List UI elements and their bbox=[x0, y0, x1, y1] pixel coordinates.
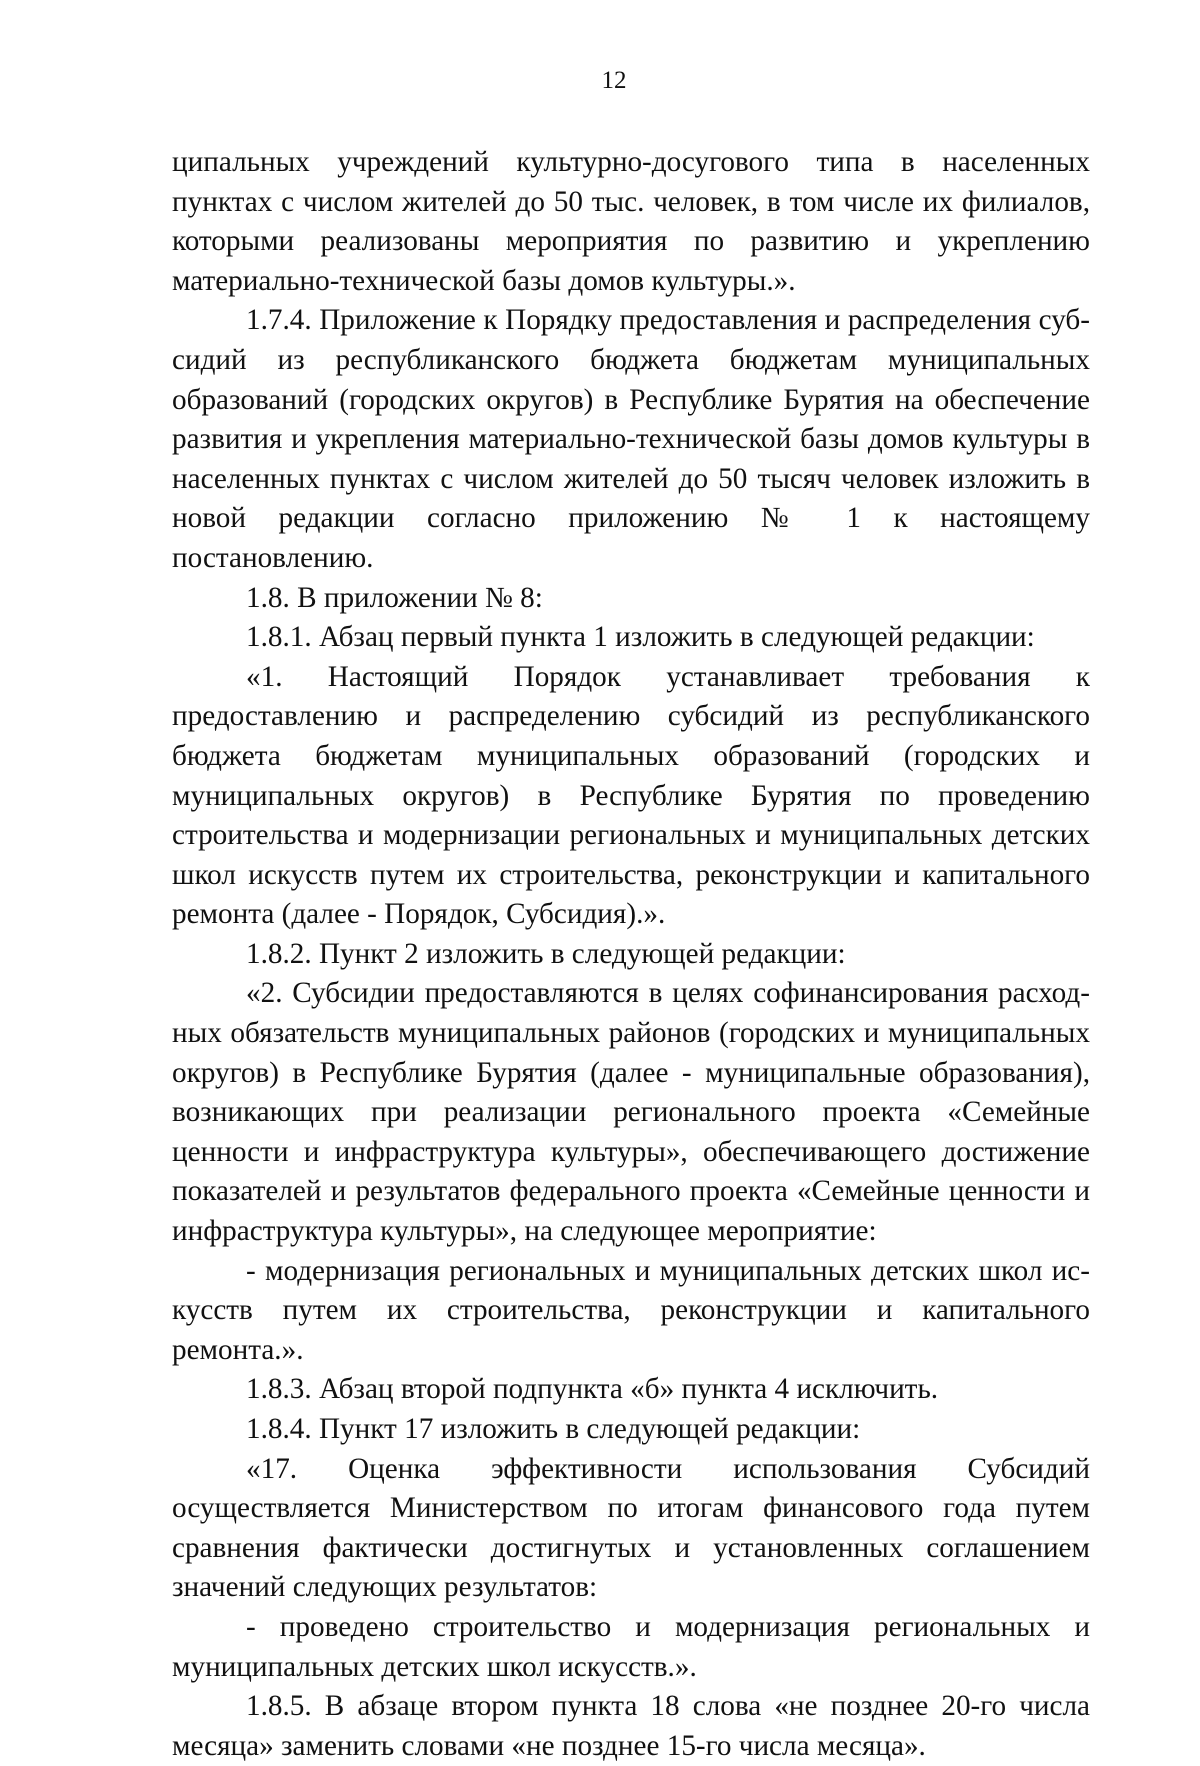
paragraph-1-8-2: 1.8.2. Пункт 2 изложить в следующей редакции: bbox=[246, 937, 846, 970]
document-body bbox=[172, 143, 1090, 1766]
paragraph-1-8-5: 1.8.5. В абзаце втором пункта 18 слова «не позднее 20-го числа месяца» заменить словами «не позднее 15-го числа месяца». bbox=[172, 1690, 1090, 1762]
paragraph-quote-point-17: «17. Оценка эффективности использования Субсидий осуществляется Министерством по итогам финансового года путем сравнения фактически достигнутых и установленных соглашением значений следующих результатов: bbox=[172, 1452, 1090, 1604]
paragraph-1-7-4: 1.7.4. Приложение к Порядку предоставления и распределения субсидий из республиканского бюджета бюджетам муниципальных образований (городских округов) в Республике Бурятия на обеспечение развития и укрепления материально-технической базы домов культуры в населенных пунктах с числом жителей до 50 тысяч человек изложить в новой редакции согласно приложению № 1 к настоящему постановлению. bbox=[172, 304, 1090, 574]
page-number: 12 bbox=[601, 67, 627, 94]
paragraph-1-8: 1.8. В приложении № 8: bbox=[246, 581, 543, 614]
paragraph-list-item-construction: - проведено строительство и модернизация региональных и муниципальных детских школ искусств.». bbox=[172, 1610, 1090, 1683]
paragraph-quote-point-1: «1. Настоящий Порядок устанавливает требования к предоставлению и распределению субсидий из республиканского бюджета бюджетам муниципальных образований (городских и муниципальных округов) в Республике Бурятия по проведению строительства и модернизации региональных и муниципальных детских школ искусств путем их строительства, реконструкции и капитального ремонта (далее - Порядок, Субсидия).». bbox=[172, 660, 1090, 931]
paragraph-quote-point-2: «2. Субсидии предоставляются в целях софинансирования расходных обязательств муниципальных районов (городских и муниципальных округов) в Республике Бурятия (далее - муниципальные образования), возникающих при реализации регионального проекта «Семейные ценности и инфраструктура культуры», обеспечивающего достижение показателей и результатов федерального проекта «Семейные ценности и инфраструктура культуры», на следующее мероприятие: bbox=[172, 977, 1090, 1248]
paragraph-1-8-1: 1.8.1. Абзац первый пункта 1 изложить в следующей редакции: bbox=[246, 621, 1035, 654]
paragraph-list-item-modernization: - модернизация региональных и муниципальных детских школ искусств путем их строительства, реконструкции и капитального ремонта.». bbox=[172, 1254, 1090, 1366]
paragraph-continuation: ципальных учреждений культурно-досугового типа в населенных пунктах с числом жителей до 50 тыс. человек, в том числе их филиалов, которыми реализованы мероприятия по развитию и укреплению материально-технической базы домов культуры.». bbox=[172, 146, 1090, 297]
paragraph-1-8-3: 1.8.3. Абзац второй подпункта «б» пункта 4 исключить. bbox=[246, 1373, 939, 1406]
paragraph-1-8-4: 1.8.4. Пункт 17 изложить в следующей редакции: bbox=[246, 1413, 861, 1445]
